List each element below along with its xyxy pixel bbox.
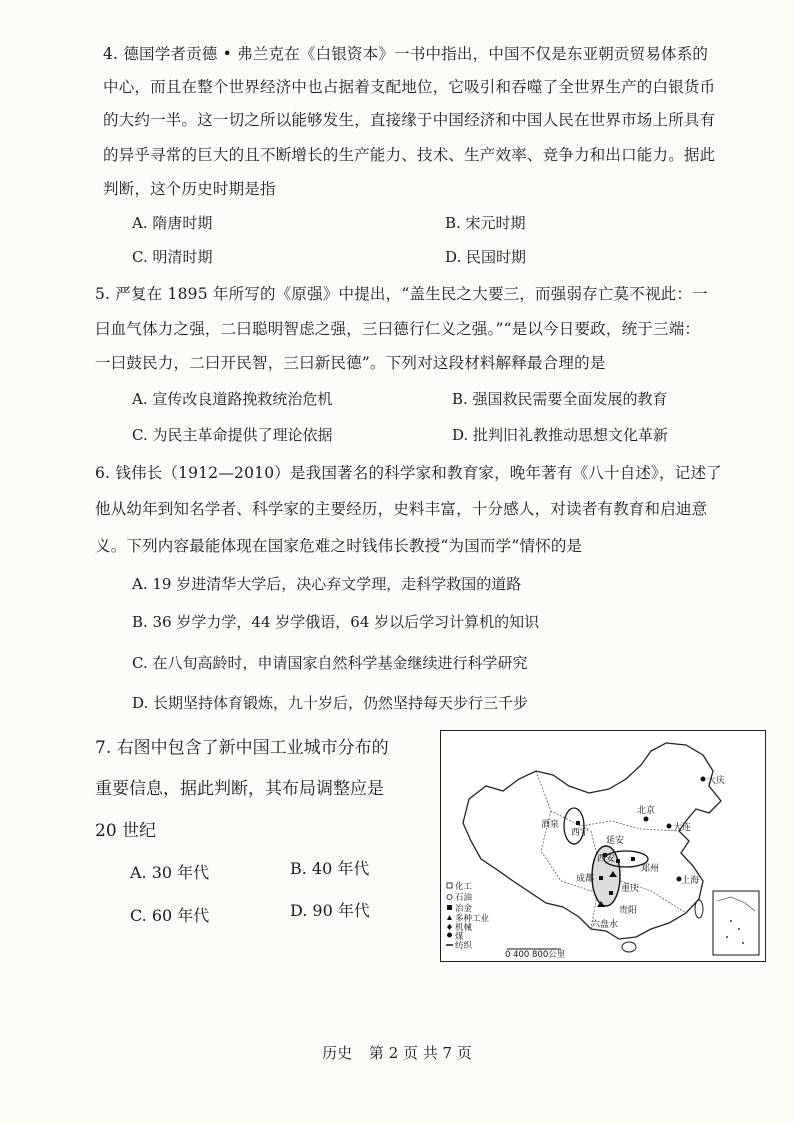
china-outline xyxy=(463,743,721,939)
q5-option-a: A. 宣传改良道路挽救统治危机 xyxy=(132,390,333,408)
q6-line-3: 义。下列内容最能体现在国家危难之时钱伟长教授“为国而学”情怀的是 xyxy=(95,537,583,555)
svg-text:纺织: 纺织 xyxy=(455,941,473,951)
svg-text:多种工业: 多种工业 xyxy=(455,914,490,924)
q4-option-d: D. 民国时期 xyxy=(445,248,527,266)
q6-option-d: D. 长期坚持体育锻炼，九十岁后，仍然坚持每天步行三千步 xyxy=(132,694,529,712)
q4-line-1: 4. 德国学者贡德 • 弗兰克在《白银资本》一书中指出，中国不仅是东亚朝贡贸易体系的 xyxy=(103,45,709,63)
china-map-svg xyxy=(441,731,764,960)
q6-option-b: B. 36 岁学力学，44 岁学俄语，64 岁以后学习计算机的知识 xyxy=(132,613,540,631)
label-zhengzhou: 郑州 xyxy=(641,864,660,874)
page-footer xyxy=(0,1042,794,1063)
label-xining: 西宁 xyxy=(571,828,590,838)
q7-option-d: D. 90 年代 xyxy=(290,901,370,920)
svg-text:化工: 化工 xyxy=(455,882,473,892)
q5-line-3: 一曰鼓民力，二曰开民智，三曰新民德”。下列对这段材料解释最合理的是 xyxy=(95,354,606,372)
label-guiyang: 贵阳 xyxy=(619,906,638,916)
q5-option-c: C. 为民主革命提供了理论依据 xyxy=(132,426,333,444)
q4-line-4: 的异乎寻常的巨大的且不断增长的生产能力、技术、生产效率、竞争力和出口能力。据此 xyxy=(103,146,716,164)
q6-line-2: 他从幼年到知名学者、科学家的主要经历，史料丰富，十分感人，对读者有教育和启迪意 xyxy=(95,500,708,518)
q4-line-3: 的大约一半。这一切之所以能够发生，直接缘于中国经济和中国人民在世界市场上所具有 xyxy=(103,111,716,129)
q7-option-c: C. 60 年代 xyxy=(130,906,210,925)
map-scale: 0 400 800公里 xyxy=(505,950,566,960)
label-dalian: 大连 xyxy=(673,823,692,833)
footer-page-number: 第 2 页 共 7 页 xyxy=(368,1044,472,1062)
industrial-city-map xyxy=(440,730,766,962)
q5-line-1: 5. 严复在 1895 年所写的《原强》中提出，“盖生民之大要三，而强弱存亡莫不视此：一 xyxy=(95,285,708,303)
label-liupanshui: 六盘水 xyxy=(591,920,619,930)
label-jiuquan: 酒泉 xyxy=(541,820,560,830)
label-yanan: 延安 xyxy=(606,836,625,846)
label-chongqing: 重庆 xyxy=(621,884,640,894)
q4-option-b: B. 宋元时期 xyxy=(445,214,526,232)
svg-text:煤: 煤 xyxy=(455,932,464,942)
label-shanghai: 上海 xyxy=(681,876,700,886)
q5-option-b: B. 强国救民需要全面发展的教育 xyxy=(452,390,668,408)
map-legend xyxy=(446,881,490,951)
q6-option-c: C. 在八旬高龄时，申请国家自然科学基金继续进行科学研究 xyxy=(132,654,528,672)
q5-line-2: 曰血气体力之强，二曰聪明智虑之强，三曰德行仁义之强。”“是以今日要政，统于三端： xyxy=(95,320,701,338)
q7-line-1: 7. 右图中包含了新中国工业城市分布的 xyxy=(95,738,389,758)
q7-option-a: A. 30 年代 xyxy=(130,863,210,882)
q7-line-3: 20 世纪 xyxy=(95,821,157,841)
q7-option-b: B. 40 年代 xyxy=(290,859,370,878)
q4-line-2: 中心，而且在整个世界经济中也占据着支配地位，它吸引和吞噬了全世界生产的白银货币 xyxy=(103,78,716,96)
q7-line-2: 重要信息，据此判断，其布局调整应是 xyxy=(95,779,384,799)
label-beijing: 北京 xyxy=(637,806,656,816)
label-daqing: 大庆 xyxy=(707,776,726,786)
svg-text:石油: 石油 xyxy=(455,893,473,903)
label-xian: 西安 xyxy=(597,854,616,864)
south-china-sea-inset xyxy=(713,891,759,955)
q4-option-a: A. 隋唐时期 xyxy=(132,214,213,232)
q4-line-5: 判断，这个历史时期是指 xyxy=(103,180,276,198)
q4-option-c: C. 明清时期 xyxy=(132,248,213,266)
q6-option-a: A. 19 岁进清华大学后，决心弃文学理，走科学救国的道路 xyxy=(132,575,522,593)
footer-subject: 历史 xyxy=(322,1044,353,1062)
svg-text:机械: 机械 xyxy=(455,923,473,933)
q5-option-d: D. 批判旧礼教推动思想文化革新 xyxy=(452,426,669,444)
q6-line-1: 6. 钱伟长（1912—2010）是我国著名的科学家和教育家，晚年著有《八十自述》，记述了 xyxy=(95,464,722,482)
label-chengdu: 成都 xyxy=(576,874,595,884)
svg-text:冶金: 冶金 xyxy=(455,904,473,914)
